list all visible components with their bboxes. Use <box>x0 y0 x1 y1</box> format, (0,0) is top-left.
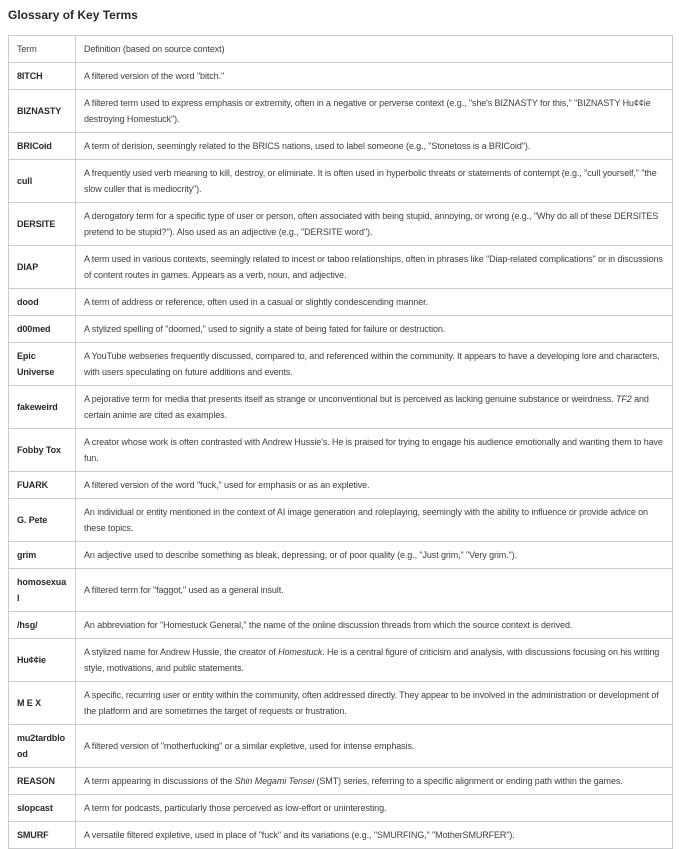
term-cell: BRICoid <box>9 133 76 160</box>
table-row <box>9 160 673 203</box>
definition-cell: A filtered term used to express emphasis or extremity, often in a negative or perverse context (e.g., "she's BIZNASTY for this," "BIZNASTY Hu¢¢ie destroying Homestuck"). <box>76 90 673 133</box>
term-cell: SMURF <box>9 822 76 849</box>
definition-cell: A term of address or reference, often used in a casual or slightly condescending manner. <box>76 289 673 316</box>
table-row <box>9 343 673 386</box>
term-cell: d00med <box>9 316 76 343</box>
column-header-definition: Definition (based on source context) <box>76 36 673 63</box>
table-row <box>9 429 673 472</box>
table-header-row <box>9 36 673 63</box>
term-cell: G. Pete <box>9 499 76 542</box>
definition-cell: A pejorative term for media that presents itself as strange or unconventional but is perceived as lacking genuine substance or weirdness. TF2 and certain anime are cited as examples. <box>76 386 673 429</box>
definition-cell: A filtered version of "motherfucking" or a similar expletive, used for intense emphasis. <box>76 725 673 768</box>
term-cell: REASON <box>9 768 76 795</box>
table-row <box>9 246 673 289</box>
term-cell: homosexual <box>9 569 76 612</box>
definition-cell: A term of derision, seemingly related to the BRICS nations, used to label someone (e.g., "Stonetoss is a BRICoid"). <box>76 133 673 160</box>
definition-cell: A versatile filtered expletive, used in place of "fuck" and its variations (e.g., "SMURFING," "MotherSMURFER"). <box>76 822 673 849</box>
definition-cell: A derogatory term for a specific type of user or person, often associated with being stupid, annoying, or wrong (e.g., "Why do all of these DERSITES pretend to be stupid?"). Also used as an adjective (e.g., "DERSITE word"). <box>76 203 673 246</box>
table-row <box>9 63 673 90</box>
term-cell: fakeweird <box>9 386 76 429</box>
term-cell: slopcast <box>9 795 76 822</box>
definition-cell: A term used in various contexts, seemingly related to incest or taboo relationships, often in phrases like "Diap-related complications" or in discussions of content routes in games. Appears as a verb, noun, and adjective. <box>76 246 673 289</box>
table-row <box>9 768 673 795</box>
definition-cell: A specific, recurring user or entity within the community, often addressed directly. They appear to be involved in the administration or development of the platform and are sometimes the target of requests or frustration. <box>76 682 673 725</box>
term-cell: cull <box>9 160 76 203</box>
page-title: Glossary of Key Terms <box>8 8 138 22</box>
definition-cell: An individual or entity mentioned in the context of AI image generation and roleplaying, seemingly with the ability to influence or provide advice on these topics. <box>76 499 673 542</box>
definition-cell: A term for podcasts, particularly those perceived as low-effort or uninteresting. <box>76 795 673 822</box>
term-cell: mu2tardblood <box>9 725 76 768</box>
definition-cell: An adjective used to describe something as bleak, depressing, or of poor quality (e.g., "Just grim," "Very grim."). <box>76 542 673 569</box>
table-row <box>9 725 673 768</box>
term-cell: Hu¢¢ie <box>9 639 76 682</box>
table-row <box>9 133 673 160</box>
term-cell: dood <box>9 289 76 316</box>
definition-cell: A term appearing in discussions of the Shin Megami Tensei (SMT) series, referring to a specific alignment or ending path within the games. <box>76 768 673 795</box>
term-cell: 8ITCH <box>9 63 76 90</box>
term-cell: BIZNASTY <box>9 90 76 133</box>
term-cell: FUARK <box>9 472 76 499</box>
table-row <box>9 316 673 343</box>
table-row <box>9 472 673 499</box>
definition-cell: A filtered version of the word "bitch." <box>76 63 673 90</box>
table-row <box>9 90 673 133</box>
table-row <box>9 386 673 429</box>
definition-cell: A creator whose work is often contrasted with Andrew Hussie's. He is praised for trying to engage his audience emotionally and wanting them to have fun. <box>76 429 673 472</box>
term-cell: Epic Universe <box>9 343 76 386</box>
term-cell: grim <box>9 542 76 569</box>
definition-cell: A YouTube webseries frequently discussed, compared to, and referenced within the community. It appears to have a developing lore and characters, with users speculating on future additions and events. <box>76 343 673 386</box>
table-row <box>9 822 673 849</box>
table-row <box>9 682 673 725</box>
definition-cell: A filtered term for "faggot," used as a general insult. <box>76 569 673 612</box>
definition-cell: A frequently used verb meaning to kill, destroy, or eliminate. It is often used in hyperbolic threats or statements of contempt (e.g., "cull yourself," "the slow culler that is mediocrity"). <box>76 160 673 203</box>
column-header-term: Term <box>9 36 76 63</box>
definition-cell: An abbreviation for "Homestuck General," the name of the online discussion threads from which the source context is derived. <box>76 612 673 639</box>
definition-cell: A stylized spelling of "doomed," used to signify a state of being fated for failure or destruction. <box>76 316 673 343</box>
term-cell: DIAP <box>9 246 76 289</box>
table-row <box>9 499 673 542</box>
definition-cell: A stylized name for Andrew Hussie, the creator of Homestuck. He is a central figure of criticism and analysis, with discussions focusing on his writing style, motivations, and public statements. <box>76 639 673 682</box>
table-row <box>9 639 673 682</box>
definition-cell: A filtered version of the word "fuck," used for emphasis or as an expletive. <box>76 472 673 499</box>
table-row <box>9 203 673 246</box>
table-row <box>9 795 673 822</box>
term-cell: M E X <box>9 682 76 725</box>
term-cell: /hsg/ <box>9 612 76 639</box>
glossary-table <box>8 35 673 849</box>
table-row <box>9 542 673 569</box>
table-row <box>9 289 673 316</box>
table-row <box>9 569 673 612</box>
term-cell: Fobby Tox <box>9 429 76 472</box>
table-row <box>9 612 673 639</box>
term-cell: DERSITE <box>9 203 76 246</box>
